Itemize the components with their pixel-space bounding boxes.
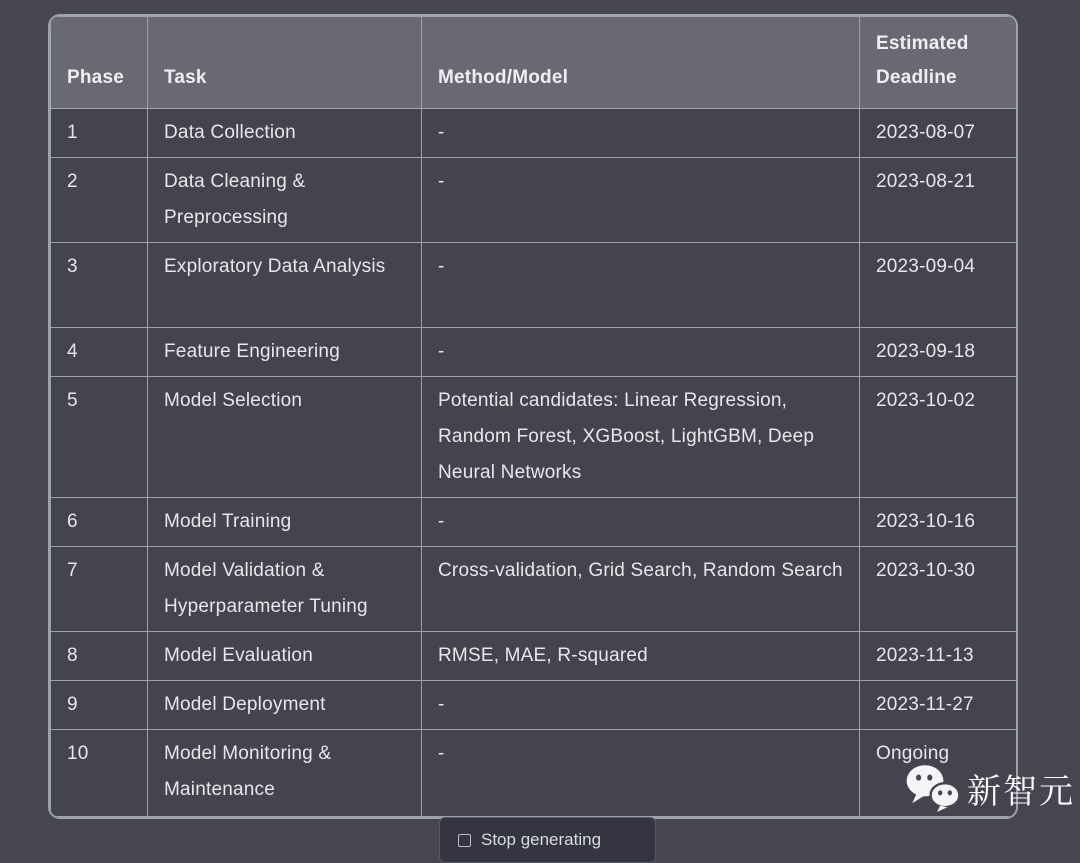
method-cell: Potential candidates: Linear Regression, Random Forest, XGBoost, LightGBM, Deep Neural Networks — [422, 377, 860, 498]
table-row — [51, 109, 1019, 158]
deadline-cell: 2023-09-18 — [860, 328, 1019, 377]
phase-cell: 10 — [51, 730, 148, 817]
stop-generating-label: Stop generating — [481, 830, 602, 849]
table-header-row — [51, 17, 1019, 109]
deadline-cell: 2023-10-30 — [860, 547, 1019, 632]
method-cell: - — [422, 243, 860, 328]
deadline-cell: 2023-10-02 — [860, 377, 1019, 498]
column-header-phase: Phase — [51, 17, 148, 109]
phase-cell: 5 — [51, 377, 148, 498]
phase-cell: 1 — [51, 109, 148, 158]
table-row — [51, 547, 1019, 632]
method-cell: RMSE, MAE, R-squared — [422, 632, 860, 681]
deadline-cell: Ongoing — [860, 730, 1019, 817]
task-cell: Model Validation & Hyperparameter Tuning — [148, 547, 422, 632]
watermark-text: 新智元 — [967, 772, 1075, 811]
task-cell: Feature Engineering — [148, 328, 422, 377]
table-row — [51, 498, 1019, 547]
table-row — [51, 632, 1019, 681]
deadline-cell: 2023-11-13 — [860, 632, 1019, 681]
phase-cell: 2 — [51, 158, 148, 243]
deadline-cell: 2023-08-21 — [860, 158, 1019, 243]
phase-cell: 3 — [51, 243, 148, 328]
deadline-cell: 2023-08-07 — [860, 109, 1019, 158]
stop-square-icon — [458, 834, 471, 847]
phase-cell: 4 — [51, 328, 148, 377]
method-cell: - — [422, 498, 860, 547]
task-cell: Exploratory Data Analysis — [148, 243, 422, 328]
table-row — [51, 158, 1019, 243]
phase-cell: 9 — [51, 681, 148, 730]
phase-cell: 8 — [51, 632, 148, 681]
column-header-task: Task — [148, 17, 422, 109]
deadline-cell: 2023-09-04 — [860, 243, 1019, 328]
table-row — [51, 730, 1019, 817]
table-row — [51, 681, 1019, 730]
task-cell: Model Evaluation — [148, 632, 422, 681]
task-cell: Model Monitoring & Maintenance — [148, 730, 422, 817]
task-cell: Model Selection — [148, 377, 422, 498]
task-cell: Data Collection — [148, 109, 422, 158]
method-cell: - — [422, 328, 860, 377]
phase-cell: 6 — [51, 498, 148, 547]
stop-generating-button[interactable] — [439, 817, 656, 863]
table-row — [51, 328, 1019, 377]
project-plan-table — [48, 14, 1018, 819]
method-cell: Cross-validation, Grid Search, Random Search — [422, 547, 860, 632]
table-row — [51, 243, 1019, 328]
method-cell: - — [422, 109, 860, 158]
wechat-icon — [905, 763, 961, 813]
phase-cell: 7 — [51, 547, 148, 632]
column-header-method: Method/Model — [422, 17, 860, 109]
watermark — [905, 763, 1075, 813]
task-cell: Model Training — [148, 498, 422, 547]
task-cell: Data Cleaning & Preprocessing — [148, 158, 422, 243]
deadline-cell: 2023-11-27 — [860, 681, 1019, 730]
method-cell: - — [422, 681, 860, 730]
column-header-deadline: Estimated Deadline — [860, 17, 1019, 109]
method-cell: - — [422, 730, 860, 817]
table-row — [51, 377, 1019, 498]
task-cell: Model Deployment — [148, 681, 422, 730]
deadline-cell: 2023-10-16 — [860, 498, 1019, 547]
method-cell: - — [422, 158, 860, 243]
